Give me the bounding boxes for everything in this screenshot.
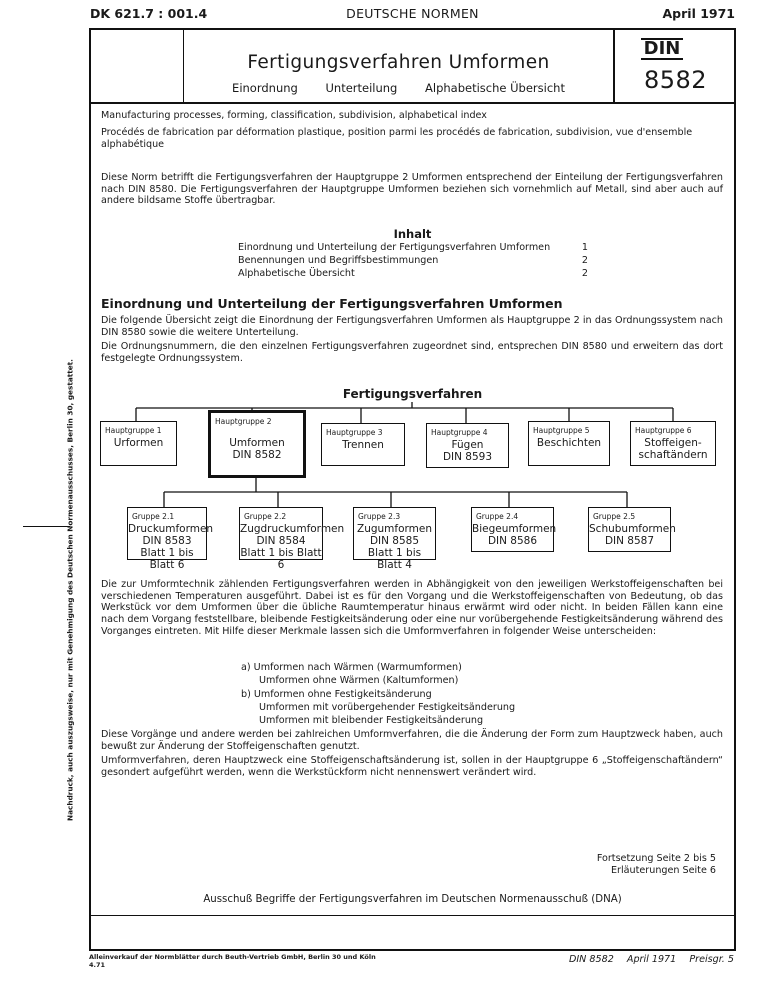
contents-heading: Inhalt — [393, 227, 432, 241]
din-logo: DIN — [641, 38, 683, 60]
section-paragraph-1: Die folgende Übersicht zeigt die Einordnung der Fertigungsverfahren Umformen als Hauptgruppe 2 in das Ordnungssystem nach DIN 8580 sowie die weitere Unterteilung. — [101, 315, 723, 338]
main-group-box — [528, 421, 610, 466]
page-header — [90, 6, 735, 24]
continuation-pages: Fortsetzung Seite 2 bis 5 — [596, 853, 716, 864]
subtitle-subdivision: Unterteilung — [325, 81, 398, 95]
doc-code: DK 621.7 : 001.4 — [90, 6, 208, 21]
bottom-info — [559, 954, 734, 965]
toc-label: Alphabetische Übersicht — [238, 268, 355, 279]
group-label: Gruppe 2.2 — [244, 512, 287, 521]
section-heading: Einordnung und Unterteilung der Fertigungsverfahren Umformen — [101, 296, 563, 311]
group-ref: DIN 8584 — [256, 535, 306, 547]
group-label: Gruppe 2.3 — [358, 512, 401, 521]
group-box — [471, 507, 557, 552]
body-paragraph-2: Diese Vorgänge und andere werden bei zahlreichen Umformverfahren, die die Änderung der Form zum Hauptzweck haben, auch bewußt zur Änderung der Stoffeigenschaften genutzt. — [101, 729, 723, 752]
imprint-code: 4.71 — [89, 961, 106, 969]
group-ref: DIN 8587 — [604, 535, 655, 547]
margin-mark — [23, 526, 70, 527]
group-sheets: Blatt 1 bis Blatt 6 — [140, 547, 194, 571]
group-sheets: Blatt 1 bis Blatt 4 — [367, 547, 422, 571]
group-name: Druckumformen — [128, 523, 214, 535]
explanations-page: Erläuterungen Seite 6 — [611, 865, 716, 876]
main-group-label: Hauptgruppe 5 — [533, 426, 590, 435]
main-group-name: Umformen — [229, 437, 285, 449]
main-group-name: Stoffeigen- — [644, 437, 702, 449]
group-name: Zugumformen — [357, 523, 432, 535]
diagram-connectors — [91, 30, 734, 949]
toc-label: Einordnung und Unterteilung der Fertigungsverfahren Umformen — [238, 242, 551, 253]
group-ref: DIN 8586 — [487, 535, 538, 547]
group-ref: DIN 8585 — [369, 535, 420, 547]
main-group-label: Hauptgruppe 4 — [431, 428, 488, 437]
group-name: Biegeumformen — [472, 523, 557, 535]
group-label: Gruppe 2.5 — [593, 512, 636, 521]
toc-page: 2 — [581, 268, 588, 279]
main-group-ref: DIN 8593 — [442, 451, 493, 463]
main-group-ref: DIN 8582 — [232, 449, 282, 461]
din-number: 8582 — [643, 66, 708, 94]
english-title: Manufacturing processes, forming, classification, subdivision, alphabetical index — [101, 110, 487, 121]
main-group-label: Hauptgruppe 6 — [635, 426, 692, 435]
main-group-label: Hauptgruppe 2 — [215, 417, 272, 426]
toc-page: 1 — [581, 242, 588, 253]
imprint-publisher: Alleinverkauf der Normblätter durch Beuth-Vertrieb GmbH, Berlin 30 und Köln — [89, 953, 376, 961]
main-group-label: Hauptgruppe 1 — [105, 426, 162, 435]
list-item: Umformen mit vorübergehender Festigkeitsänderung — [259, 702, 516, 713]
body-paragraph-3: Umformverfahren, deren Hauptzweck eine Stoffeigenschaftsänderung ist, sollen in der Hauptgruppe 6 „Stoffeigenschaftändern“ gesondert aufgeführt werden, wenn die Werkstückform nicht nennenswert verändert wird. — [101, 755, 723, 778]
body-paragraph-1: Die zur Umformtechnik zählenden Fertigungsverfahren werden in Abhängigkeit von den jeweiligen Werkstoffeigenschaften bei verschiedenen Temperaturen ausgeführt. Dabei ist es für den Vorgang und die Werkstoffeigenschaften von Bedeutung, ob das Werkstück vor dem Umformen über die übliche Raumtemperatur hinaus erwärmt wird oder nicht. In beiden Fällen kann eine nach dem Vorgang feststellbare, bleibende Festigkeitsänderung oder eine nur vorübergehende Festigkeitsänderung während des Vorganges eintreten. Mit Hilfe dieser Merkmale lassen sich die Umformverfahren in folgender Weise unterscheiden: — [101, 579, 723, 637]
group-name: Schubumformen — [589, 523, 676, 535]
imprint — [89, 953, 376, 969]
committee-line: Ausschuß Begriffe der Fertigungsverfahren im Deutschen Normenausschuß (DNA) — [203, 894, 622, 905]
group-box — [588, 507, 676, 552]
main-group-label: Hauptgruppe 3 — [326, 428, 383, 437]
main-group-name: Beschichten — [536, 437, 602, 449]
bottom-price: Preisgr. 5 — [689, 954, 734, 965]
group-label: Gruppe 2.1 — [132, 512, 175, 521]
intro-paragraph: Diese Norm betrifft die Fertigungsverfahren der Hauptgruppe 2 Umformen entsprechend der Einteilung der Fertigungsverfahren nach DIN 8580. Die Fertigungsverfahren der Hauptgruppe Umformen beziehen sich vornehmlich auf Metall, sind aber auch auf andere bildsame Stoffe übertragbar. — [101, 172, 723, 207]
subtitle-index: Alphabetische Übersicht — [425, 81, 565, 95]
list-item: a) Umformen nach Wärmen (Warmumformen) — [241, 662, 462, 673]
main-group-box — [100, 421, 177, 466]
group-box — [239, 507, 345, 571]
bottom-din: DIN 8582 — [568, 954, 614, 965]
group-box — [127, 507, 214, 571]
bottom-date: April 1971 — [626, 954, 677, 965]
main-group-ref: schaftändern — [638, 449, 708, 461]
group-name: Zugdruckumformen — [240, 523, 345, 535]
main-group-box — [630, 421, 716, 466]
series-title: DEUTSCHE NORMEN — [346, 6, 479, 21]
document-frame — [89, 28, 736, 951]
bottom-rule — [91, 915, 734, 916]
list-item: Umformen ohne Wärmen (Kaltumformen) — [259, 675, 459, 686]
diagram-root: Fertigungsverfahren — [342, 387, 483, 401]
main-group-name: Urformen — [113, 437, 164, 449]
section-paragraph-2: Die Ordnungsnummern, die den einzelnen Fertigungsverfahren zugeordnet sind, entsprechen DIN 8580 und erweitern das dort festgelegte Ordnungssystem. — [101, 341, 723, 364]
toc-page: 2 — [581, 255, 588, 266]
french-title: Procédés de fabrication par déformation plastique, position parmi les procédés de fabrication, subdivision, vue d'ensemble alphabétique — [101, 127, 693, 150]
group-sheets: Blatt 1 bis Blatt 6 — [240, 547, 322, 571]
main-group-name: Trennen — [342, 439, 384, 451]
main-group-box — [426, 423, 509, 468]
issue-date: April 1971 — [662, 6, 735, 21]
list-item: b) Umformen ohne Festigkeitsänderung — [241, 689, 432, 700]
group-ref: DIN 8583 — [142, 535, 192, 547]
main-group-box — [208, 410, 306, 478]
main-group-name: Fügen — [451, 439, 484, 451]
group-box — [353, 507, 436, 571]
group-label: Gruppe 2.4 — [476, 512, 519, 521]
document-title: Fertigungsverfahren Umformen — [247, 52, 550, 73]
continuation-note — [581, 853, 716, 877]
list-item: Umformen mit bleibender Festigkeitsänderung — [259, 715, 484, 726]
subtitle-classification: Einordnung — [232, 81, 298, 95]
toc-label: Benennungen und Begriffsbestimmungen — [238, 255, 439, 266]
main-group-box — [321, 423, 405, 466]
reprint-notice: Nachdruck, auch auszugsweise, nur mit Genehmigung des Deutschen Normenausschusses, Berlin 30, gestattet. — [65, 359, 75, 821]
